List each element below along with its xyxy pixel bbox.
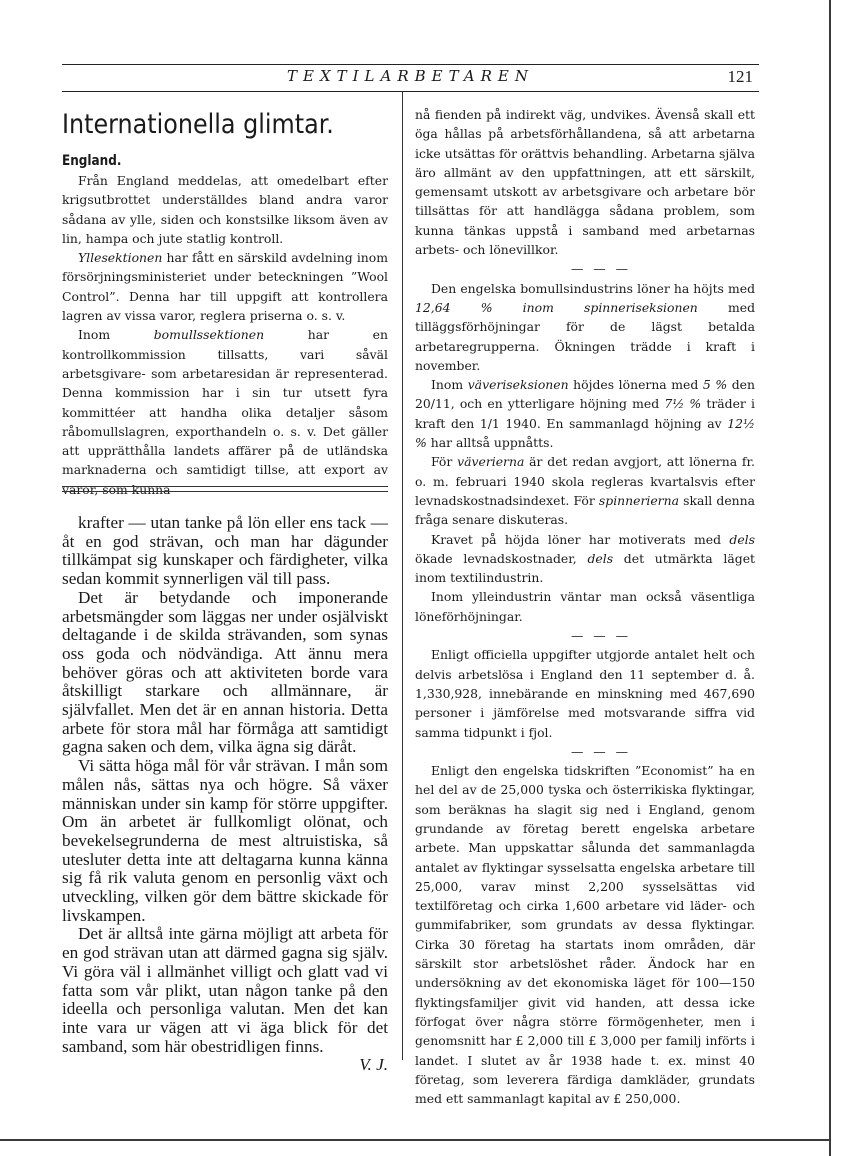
page-number: 121 xyxy=(727,67,753,86)
emphasis: väverierna xyxy=(457,454,525,470)
paragraph: För väverierna är det redan avgjort, att lönerna fr. o. m. februari 1940 skola regleras kvartalsvis efter levnadskostnadsindexet. För spinnerierna skall denna fråga senare diskuteras. xyxy=(415,454,755,528)
running-header xyxy=(62,64,759,90)
paragraph xyxy=(62,248,388,325)
article-right-column xyxy=(415,105,755,1108)
paragraph: nå fienden på indirekt väg, undvikes. Ävenså skall ett öga hållas på arbetsförhållandena, så att arbetarna icke utsättas för orättvis behandling. Arbetarna själva äro allmänt av den uppfattningen, att ett särskilt, gemensamt utskott av arbetsgivare och arbetare bör tillsättas för att handlägga sådana problem, som kunna tänkas uppstå i samband med arbetarnas arbets- och lönevillkor. xyxy=(415,107,755,258)
paragraph: Kravet på höjda löner har motiverats med dels ökade levnadskostnader, dels det utmärkta läget inom textilindustrin. xyxy=(415,531,756,586)
section-separator: — — — xyxy=(570,743,632,759)
paragraph: Det är alltså inte gärna möjligt att arbeta för en god strävan utan att därmed gagna sig själv. Vi göra väl i allmänhet villigt och glatt vad vi fatta som vår plikt, utan någon tanke på den ideella och personliga valutan. Men det kan inte vara ur vägen att vi äga blick för det samband, som här obestridligen finns. xyxy=(62,924,388,1056)
column-divider xyxy=(402,92,403,1060)
emphasis: spinnerierna xyxy=(598,492,679,508)
emphasis: dels xyxy=(587,550,614,566)
section-heading: England. xyxy=(62,153,122,169)
signature: V. J. xyxy=(359,1055,388,1075)
paragraph-text: Inom xyxy=(78,327,154,343)
paragraph: Enligt den engelska tidskriften ”Economist” ha en hel del av de 25,000 tyska och österrikiska flyktingar, som beräknas ha slagit sig ned i England, genom grundande av företag berett engelska arbetare arbete. Man uppskattar sålunda det sammanlagda antalet av flyktingar sysselsatta engelska arbetare till 25,000, varav minst 2,200 sysselsättas vid textilföretag och cirka 1,600 arbetare vid läder- och gummifabriker, som grundats av dessa flyktingar. Cirka 30 företag ha startats inom områden, där särskilt stor arbetslöshet råder. Ändock har en undersökning av det ekonomiska läget för 100—150 flyktingsfamiljer givit vid handen, att dessa icke förfogat över några större förmögenheter, men i genomsnitt har £ 2,000 till £ 3,000 per familj införts i landet. I slutet av år 1938 hade t. ex. minst 40 företag, som leverera färdiga damkläder, grundats med ett sammanlagt kapital av £ 250,000. xyxy=(415,763,755,1107)
emphasis: 12,64 % inom spinneriseksionen xyxy=(415,299,698,315)
emphasis: 5 % xyxy=(702,377,728,393)
paragraph: Från England meddelas, att omedelbart efter krigsutbrottet underställdes bland andra varor sådana av ylle, siden och konstsilke liksom även av lin, hampa och jute statlig kontroll. xyxy=(62,173,388,246)
paragraph xyxy=(62,325,388,499)
paragraph: Inom ylleindustrin väntar man också väsentliga löneförhöjningar. xyxy=(415,589,755,624)
emphasis: 7½ % xyxy=(664,396,702,412)
running-title: TEXTILARBETAREN xyxy=(286,67,534,85)
paragraph: Vi sätta höga mål för vår strävan. I mån som målen nås, sättas nya och högre. Så växer människan under sin kamp för större uppgifter. Om än arbetet är fullkomligt olönat, och bevekelsegrunderna de mest altruistiska, så utesluter detta inte att deltagarna kunna känna sig få rik valuta genom en personlig växt och utveckling, vilken gör dem bättre skickade för livskampen. xyxy=(62,756,388,925)
article-left-column xyxy=(62,108,388,499)
essay-column xyxy=(62,514,388,1075)
column-end-rule xyxy=(62,486,388,492)
scan-border-bottom xyxy=(0,1139,831,1141)
emphasis: väveriseksionen xyxy=(467,377,569,393)
paragraph-text: har en kontrollkommission tillsatts, vari såväl arbetsgivare- som arbetaresidan är representerad. Denna kommission har i sin tur utsett fyra kommittéer att handha olika detaljer såsom råbomullslagren, exporthandeln o. s. v. Det gäller att upprätthålla landets affärer på de utländska marknaderna och samtidigt tillse, att export av varor, som kunna xyxy=(62,327,388,497)
scan-border-right xyxy=(829,0,831,1156)
paragraph: krafter — utan tanke på lön eller ens tack — åt en god strävan, och man har dägunder tillkämpat sig kunskaper och färdigheter, vilka sedan kommit synnerligen väl till pass. xyxy=(62,513,388,589)
paragraph-text: har fått en särskild avdelning inom försörjningsministeriet under beteckningen ”Wool Control”. Denna har till uppgift att kontrollera lagren av vissa varor, reglera priserna o. s. v. xyxy=(62,250,388,324)
paragraph: Enligt officiella uppgifter utgjorde antalet helt och delvis arbetslösa i England den 11 september d. å. 1,330,928, innebärande en minskning med 467,690 personer i jämförelse med motsvarande siffra vid samma tidpunkt i fjol. xyxy=(415,647,755,740)
emphasis: 12½ % xyxy=(415,415,755,451)
emphasis: Yllesektionen xyxy=(78,250,163,266)
emphasis: dels xyxy=(729,531,755,547)
header-rule-bottom xyxy=(62,91,759,92)
section-separator: — — — xyxy=(570,628,632,644)
emphasis: bomullssektionen xyxy=(153,327,265,343)
article-title: Internationella glimtar. xyxy=(62,109,334,140)
paragraph: Inom väveriseksionen höjdes lönerna med 5 % den 20/11, och en ytterligare höjning med 7½ % träder i kraft den 1/1 1940. En sammanlagd höjning av 12½ % har alltså uppnåtts. xyxy=(415,377,755,451)
paragraph: Det är betydande och imponerande arbetsmängder som läggas ner under osjälviskt deltagande i de skilda strävanden, som synas oss goda och nödvändiga. Att ännu mera behöver göras och att aktiviteten borde vara åtskilligt starkare och allmännare, är självfallet. Men det är en annan historia. Detta arbete för stora mål har förmåga att samtidigt gagna saken och dem, vilka ägna sig däråt. xyxy=(62,587,388,757)
paragraph: Den engelska bomullsindustrins löner ha höjts med 12,64 % inom spinneriseksionen med tilläggsförhöjningar för de lägst betalda arbetaregrupperna. Ökningen trädde i kraft i november. xyxy=(415,280,755,373)
section-separator: — — — xyxy=(570,261,632,277)
